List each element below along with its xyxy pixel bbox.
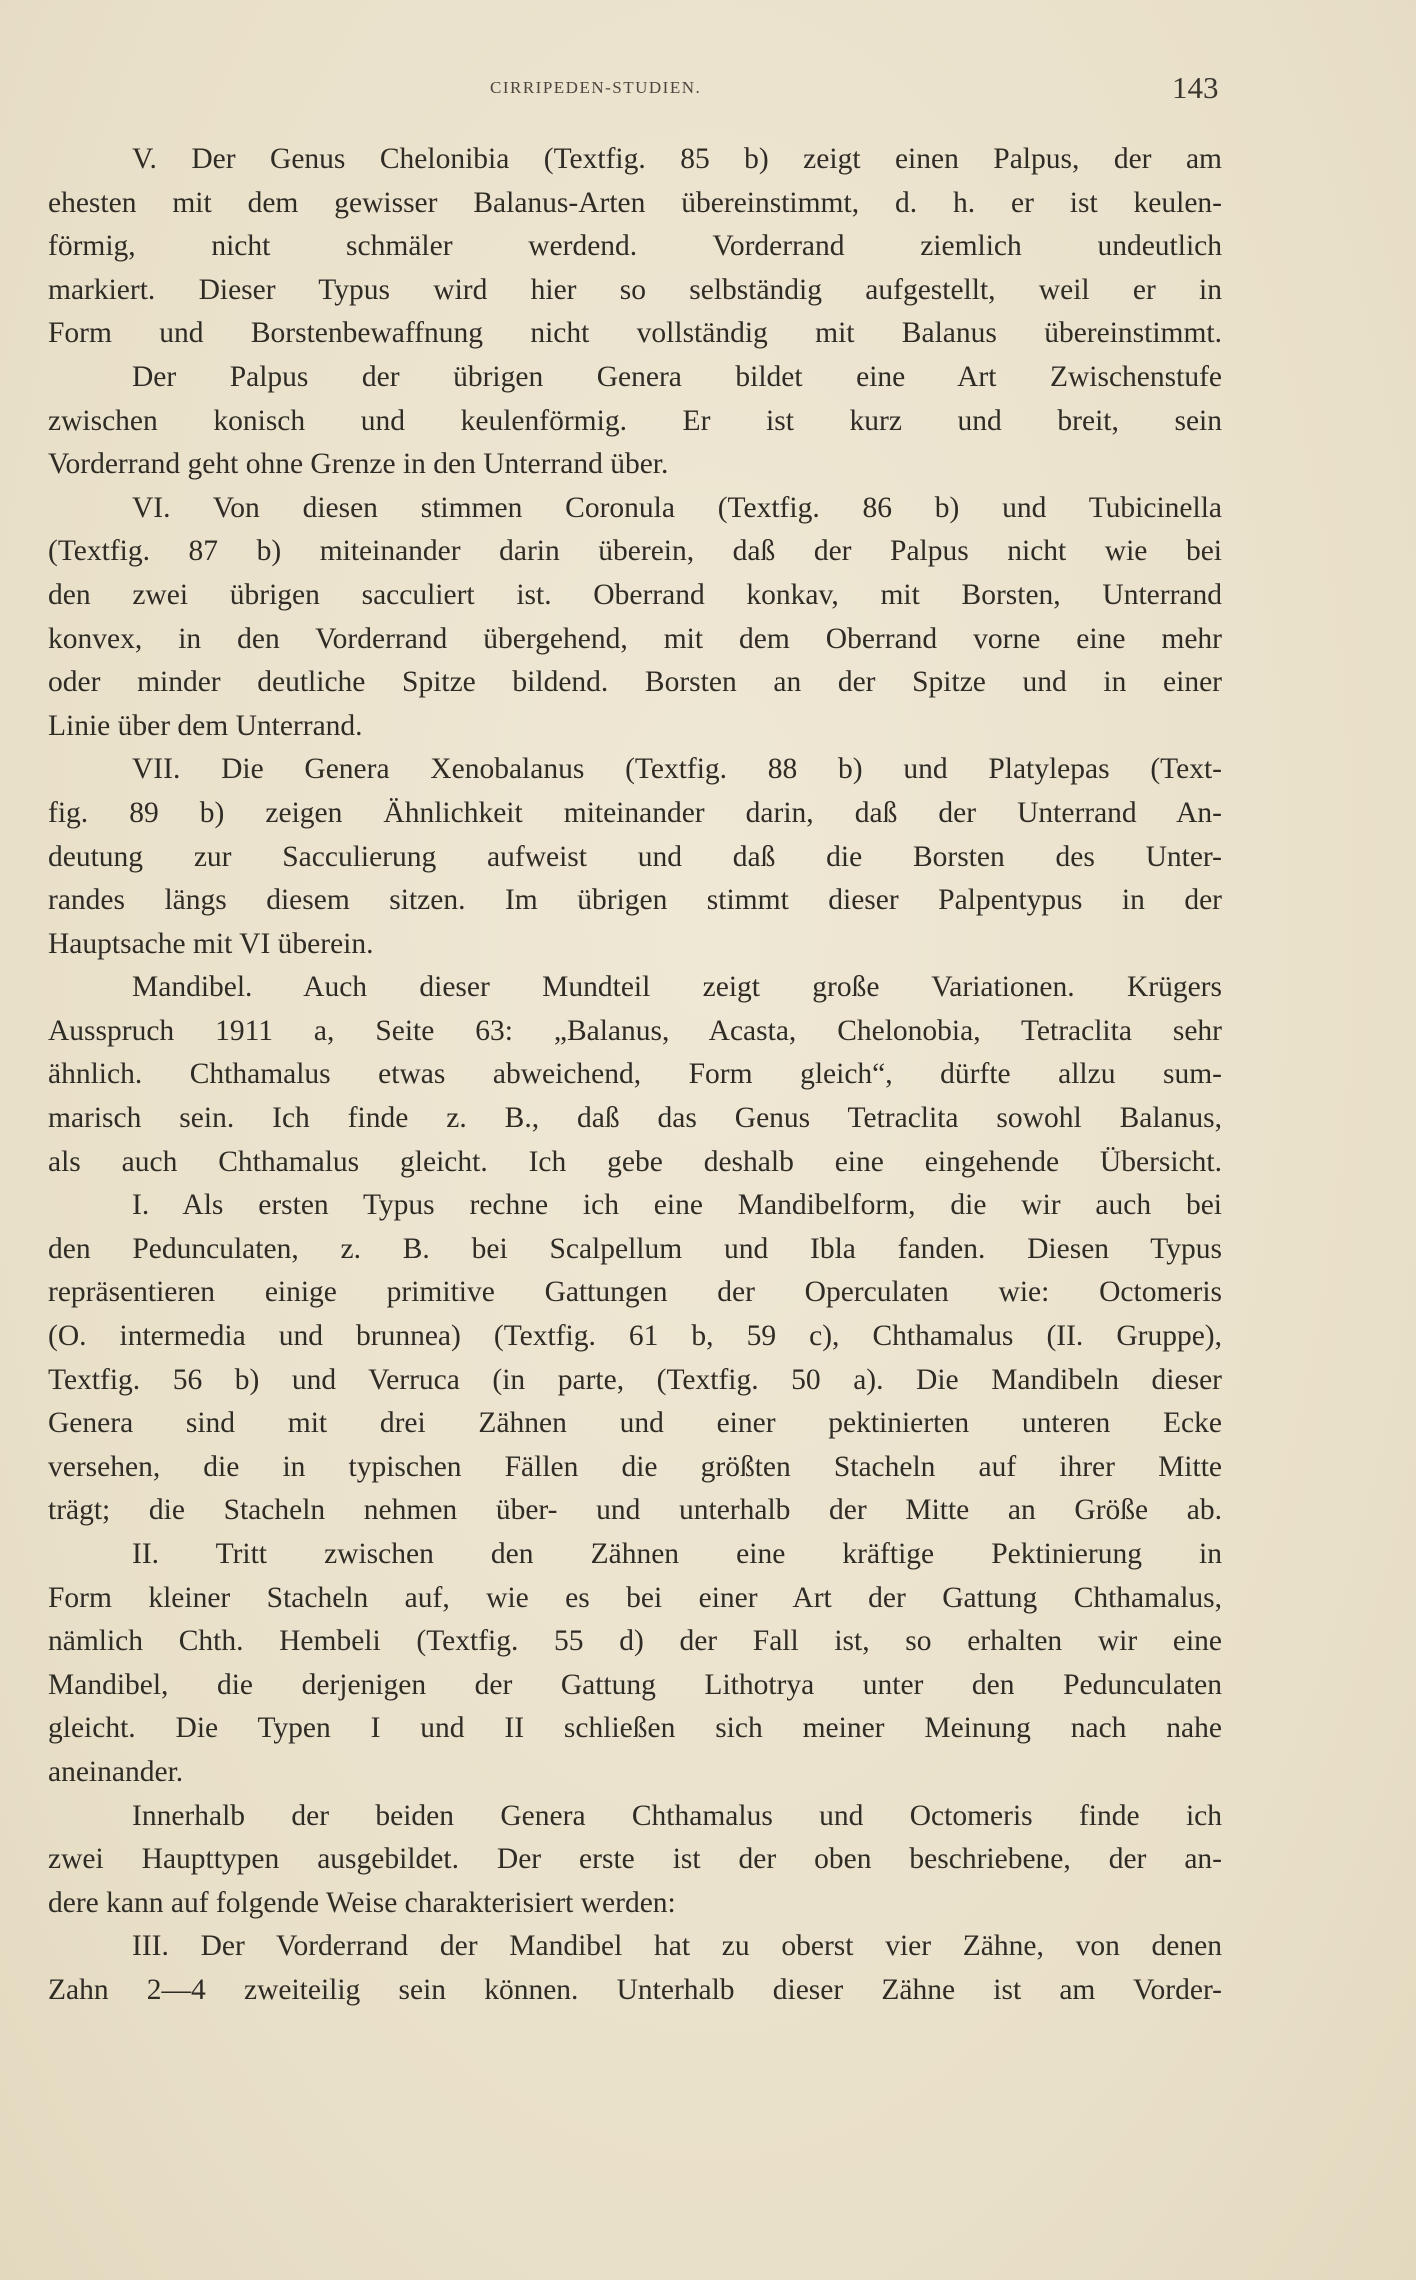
text-line: Vorderrand geht ohne Grenze in den Unterrand über. — [48, 448, 669, 481]
text-line: Textfig. 56 b) und Verruca (in parte, (Textfig. 50 a). Die Mandibeln dieser — [48, 1363, 1222, 1396]
text-line: den zwei übrigen sacculiert ist. Oberrand konkav, mit Borsten, Unterrand — [48, 578, 1222, 611]
text-line: ähnlich. Chthamalus etwas abweichend, Form gleich“, dürfte allzu sum- — [48, 1058, 1222, 1091]
text-line: förmig, nicht schmäler werdend. Vorderrand ziemlich undeutlich — [48, 230, 1222, 263]
running-title: CIRRIPEDEN-STUDIEN. — [490, 78, 702, 97]
text-line: aneinander. — [48, 1755, 184, 1788]
text-line: III. Der Vorderrand der Mandibel hat zu oberst vier Zähne, von denen — [132, 1930, 1222, 1963]
body-text — [48, 138, 1222, 2013]
page-header — [0, 70, 1416, 110]
text-line: Der Palpus der übrigen Genera bildet eine Art Zwischenstufe — [132, 360, 1222, 393]
text-line: deutung zur Sacculierung aufweist und daß die Borsten des Unter- — [48, 840, 1222, 873]
text-line: Ausspruch 1911 a, Seite 63: „Balanus, Acasta, Chelonobia, Tetraclita sehr — [48, 1014, 1222, 1047]
text-line: Innerhalb der beiden Genera Chthamalus und Octomeris finde ich — [132, 1799, 1222, 1832]
text-line: VII. Die Genera Xenobalanus (Textfig. 88 b) und Platylepas (Text- — [132, 753, 1222, 786]
text-line: den Pedunculaten, z. B. bei Scalpellum und Ibla fanden. Diesen Typus — [48, 1232, 1222, 1265]
text-line: repräsentieren einige primitive Gattungen der Operculaten wie: Octomeris — [48, 1276, 1222, 1309]
text-line: zwischen konisch und keulenförmig. Er ist kurz und breit, sein — [48, 404, 1222, 437]
page-number: 143 — [1172, 70, 1219, 105]
text-line: Mandibel, die derjenigen der Gattung Lithotrya unter den Pedunculaten — [48, 1668, 1222, 1701]
section-heading-line: Mandibel. Auch dieser Mundteil zeigt große Variationen. Krügers — [132, 971, 1222, 1004]
text-line: ehesten mit dem gewisser Balanus-Arten übereinstimmt, d. h. er ist keulen- — [48, 186, 1222, 219]
text-line: Form und Borstenbewaffnung nicht vollständig mit Balanus übereinstimmt. — [48, 317, 1222, 350]
text-line: marisch sein. Ich finde z. B., daß das Genus Tetraclita sowohl Balanus, — [48, 1102, 1222, 1135]
text-line: Hauptsache mit VI überein. — [48, 927, 374, 960]
text-line: Linie über dem Unterrand. — [48, 709, 363, 742]
text-line: VI. Von diesen stimmen Coronula (Textfig. 86 b) und Tubicinella — [132, 491, 1222, 524]
text-line: trägt; die Stacheln nehmen über- und unterhalb der Mitte an Größe ab. — [48, 1494, 1222, 1527]
text-line: randes längs diesem sitzen. Im übrigen stimmt dieser Palpentypus in der — [48, 884, 1222, 917]
text-line: Zahn 2—4 zweiteilig sein können. Unterhalb dieser Zähne ist am Vorder- — [48, 1973, 1222, 2006]
text-line: (Textfig. 87 b) miteinander darin überein, daß der Palpus nicht wie bei — [48, 535, 1222, 568]
text-line: Genera sind mit drei Zähnen und einer pektinierten unteren Ecke — [48, 1407, 1222, 1440]
text-line: markiert. Dieser Typus wird hier so selbständig aufgestellt, weil er in — [48, 273, 1222, 306]
text-line: dere kann auf folgende Weise charakterisiert werden: — [48, 1886, 676, 1919]
text-line: (O. intermedia und brunnea) (Textfig. 61 b, 59 c), Chthamalus (II. Gruppe), — [48, 1320, 1222, 1353]
text-line: II. Tritt zwischen den Zähnen eine kräftige Pektinierung in — [132, 1538, 1222, 1570]
text-line: als auch Chthamalus gleicht. Ich gebe deshalb eine eingehende Übersicht. — [48, 1145, 1222, 1178]
text-line: oder minder deutliche Spitze bildend. Borsten an der Spitze und in einer — [48, 666, 1222, 699]
text-line: versehen, die in typischen Fällen die größten Stacheln auf ihrer Mitte — [48, 1450, 1222, 1483]
text-line: fig. 89 b) zeigen Ähnlichkeit miteinander darin, daß der Unterrand An- — [48, 796, 1222, 829]
text-line: V. Der Genus Chelonibia (Textfig. 85 b) zeigt einen Palpus, der am — [132, 143, 1222, 175]
text-line: zwei Haupttypen ausgebildet. Der erste ist der oben beschriebene, der an- — [48, 1843, 1222, 1876]
text-line: Form kleiner Stacheln auf, wie es bei einer Art der Gattung Chthamalus, — [48, 1581, 1222, 1614]
text-line: nämlich Chth. Hembeli (Textfig. 55 d) der Fall ist, so erhalten wir eine — [48, 1625, 1222, 1658]
text-line: gleicht. Die Typen I und II schließen sich meiner Meinung nach nahe — [48, 1712, 1222, 1745]
text-line: konvex, in den Vorderrand übergehend, mit dem Oberrand vorne eine mehr — [48, 622, 1222, 655]
text-line: I. Als ersten Typus rechne ich eine Mandibelform, die wir auch bei — [132, 1189, 1222, 1222]
